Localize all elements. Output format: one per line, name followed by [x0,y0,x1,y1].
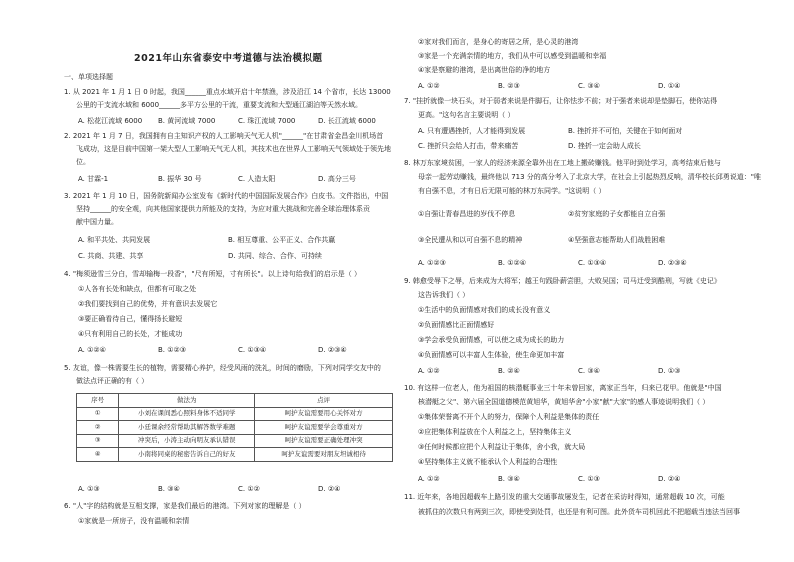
q9-item-4: ④负面情感可以丰富人生体验，使生命更加丰富 [418,351,565,359]
table-cell: ④ [77,448,119,462]
q2-line-3: 位。 [76,158,90,166]
q8-option-b[interactable]: B. ①②④ [498,259,527,267]
q3-option-b[interactable]: B. 相互尊重、公平正义、合作共赢 [228,236,336,244]
q8-item-2: ②贫穷家庭的子女都能自立自强 [568,210,666,218]
q8-option-c[interactable]: C. ①③④ [578,259,607,267]
q4-option-d[interactable]: D. ②③④ [318,346,347,354]
q11-line-2: 被抓住的次数只有两到三次，即使受到处罚，也还是有利可图。此外货车司机回此不把超载当违法当回事 [418,508,740,516]
q9-options [418,367,744,375]
q10-item-2: ②应把集体利益放在个人利益之上，坚持集体主义 [418,428,572,436]
q6-line-1: 6. "人"字的结构就是互相支撑，家是我们最后的港湾。下列对家的理解是（ ） [64,502,306,510]
table-cell: 冲突后，小涛主动向明友承认错误 [119,434,255,448]
q4-option-b[interactable]: B. ①②③ [158,346,187,354]
q10-option-d[interactable]: D. ②④ [658,475,681,483]
q8-item-4: ④坚强意志能帮助人们战胜困难 [568,236,666,244]
q2-options [78,175,393,183]
q1-line-1: 1. 从 2021 年 1 月 1 日 0 时起，我国______重点水域开启十年禁渔，涉及沿江 14 个省市，长达 13000 [64,88,391,96]
q10-option-a[interactable]: A. ①② [418,475,440,483]
q1-line-2: 公里的干支流水域和 6000______多平方公里的干流，重要支流和大型通江湖泊等天然水域。 [76,101,363,109]
q10-option-b[interactable]: B. ③④ [498,475,520,483]
q6-option-c[interactable]: C. ③④ [578,82,600,90]
table-cell: ② [77,421,119,435]
table-header-cell: 点评 [255,394,393,408]
table-cell: ③ [77,434,119,448]
table-header-cell: 做法为 [119,394,255,408]
table-cell: 呵护友谊需要正确处理冲突 [255,434,393,448]
q2-line-1: 2. 2021 年 1 月 7 日，我国拥有自主知识产权的人工影响天气无人机"______"在甘肃省金昌金川机场首 [64,132,384,140]
q10-item-4: ④坚持集体主义就不能承认个人利益的合理性 [418,458,558,466]
q9-line-1: 9. 韩愈受辱下之辱，后来成为大将军；越王句践卧薪尝胆，大败吴国；司马迁受到酷刑，写就《史记》 [404,277,721,285]
table-row [77,407,393,421]
q6-item-3: ③家是一个充满亲情的地方，我们从中可以感受到温暖和幸福 [418,52,607,60]
q3-line-2: 坚持______的安全观，向其他国家提供力所能及的支持，为应对重大挑战和完善全球治理体系贡 [76,205,370,213]
q6-option-d[interactable]: D. ①④ [658,82,681,90]
q7-option-c[interactable]: C. 挫折只会给人打击，带来痛苦 [418,142,519,150]
table-cell: ① [77,407,119,421]
table-row [77,421,393,435]
q3-option-d[interactable]: D. 共同、综合、合作、可持续 [228,252,322,260]
q1-options [78,117,393,125]
q8-option-d[interactable]: D. ②③④ [658,259,687,267]
table-cell: 呵护友谊需要对朋友坦诚相待 [255,448,393,462]
q4-option-a[interactable]: A. ①②④ [78,346,106,354]
q6-item-1: ①家就是一所房子，没有温暖和亲情 [78,517,190,525]
q1-option-d[interactable]: D. 长江流域 6000 [318,117,376,125]
q4-line-1: 4. "梅须逊雪三分白，雪却输梅一段香"，"尺有所短，寸有所长"。以上诗句给我们的启示是（ ） [64,270,362,278]
q9-item-3: ③学会承受负面情感，可以使之成为成长的助力 [418,336,565,344]
q7-line-1: 7. "挂折就像一块石头，对于弱者来说是件脚石，让你怯步不前；对于强者来说却是垫脚石，使你站得 [404,97,718,105]
q4-item-4: ④只有利用自己的长处，才能成功 [78,330,183,338]
q8-options [418,259,744,267]
q5-line-2: 做法点评正确的有（ ） [76,377,149,385]
q7-option-b[interactable]: B. 挫折并不可怕，关键在于如何面对 [568,127,683,135]
q6-item-4: ④家是察避的港湾，是出离世俗的净的地方 [418,66,551,74]
left-column [60,0,393,562]
q9-option-c[interactable]: C. ③④ [578,367,600,375]
q6-option-a[interactable]: A. ①② [418,82,440,90]
table-header-row [77,394,393,408]
q8-item-1: ①自强让青春昌进的岁伐不停息 [418,210,516,218]
q10-line-1: 10. 有这样一位老人，他为祖国的核潜艇事业三十年未曾回家，离家正当年，归来已花甲。他就是"中国 [404,384,722,392]
q8-items-row-2 [418,236,744,244]
q10-line-2: 核潜艇之父"、第六届全国道德模范黄旭华，黄旭华舍"小家"献"大家"的感人事迹说明我们（ ） [418,398,710,406]
q10-item-1: ①集体荣誉离不开个人的努力，保障个人利益是集体的责任 [418,413,600,421]
q7-options-row-1 [418,127,744,135]
q10-item-3: ③任何时候都应把个人利益让于集体，舍小我，就大局 [418,443,586,451]
q9-item-2: ②负面情感比正面情感好 [418,321,495,329]
q2-option-a[interactable]: A. 甘霖-1 [78,175,109,183]
q4-item-2: ②我们要找到自己的优势，并有意识去发展它 [78,300,218,308]
q5-option-d[interactable]: D. ②④ [318,485,341,493]
q7-options-row-2 [418,142,744,150]
table-cell: 小廷课余经常帮助其解答数学难题 [119,421,255,435]
q7-option-d[interactable]: D. 挫折一定会助人成长 [568,142,641,150]
q8-line-2: 母亲一起劳动赚钱，最终他以 713 分的高分考入了北京大学，在社会上引起热烈反响，清华校长邱勇说道："唯 [418,173,762,181]
q1-option-c[interactable]: C. 珠江流域 7000 [238,117,296,125]
q9-line-2: 这告诉我们（ ） [418,291,470,299]
q5-options [78,485,393,493]
q4-option-c[interactable]: C. ①③④ [238,346,267,354]
q7-option-a[interactable]: A. 只有遭遇挫折，人才能得到发展 [418,127,526,135]
q5-option-c[interactable]: C. ①② [238,485,260,493]
q4-item-3: ③要正确看待自己，懂得扬长避短 [78,315,183,323]
q5-option-b[interactable]: B. ③④ [158,485,180,493]
q9-option-b[interactable]: B. ②④ [498,367,520,375]
q2-option-d[interactable]: D. 高分三号 [318,175,356,183]
q9-item-1: ①生活中的负面情感对我们的成长没有意义 [418,306,551,314]
q3-options-row-1 [78,236,393,244]
q1-option-b[interactable]: B. 黄河流域 7000 [158,117,216,125]
q6-options [418,82,744,90]
q3-options-row-2 [78,252,393,260]
q5-line-1: 5. 友谊，像一株需要生长的植物，需要精心养护，经受风雨的洗礼，时间的磨励，下列对同学交友中的 [64,364,381,372]
table-row [77,448,393,462]
table-row [77,434,393,448]
q5-option-a[interactable]: A. ①③ [78,485,100,493]
table-cell: 小刘在课间悉心照料身体不适同学 [119,407,255,421]
q9-option-a[interactable]: A. ①② [418,367,440,375]
q6-item-2: ②家对我们而言，是身心的寄居之所，是心灵的港湾 [418,38,579,46]
q3-option-c[interactable]: C. 共商、共建、共享 [78,252,144,260]
q2-line-2: 飞成功，这是目前中国第一架大型人工影响天气无人机，其技术也在世界人工影响天气领域处于领先地 [76,145,391,153]
q8-items-row-1 [418,210,744,218]
q7-line-2: 更高。"这句名言主要说明（ ） [418,111,515,119]
q9-option-d[interactable]: D. ①③ [658,367,681,375]
q3-line-3: 献中国力量。 [76,218,118,226]
q3-line-1: 3. 2021 年 1 月 10 日，国务院新闻办公室发布《新时代的中国国际发展合作》白皮书。文件指出，中国 [64,192,389,200]
q2-option-c[interactable]: C. 人造太阳 [238,175,276,183]
q2-option-b[interactable]: B. 振华 30 号 [158,175,202,183]
table-cell: 呵护友谊需要学会尊重对方 [255,421,393,435]
table-cell: 呵护友谊需要用心关怀对方 [255,407,393,421]
page-title: 2021年山东省泰安中考道德与法治模拟题 [134,53,323,64]
q10-option-c[interactable]: C. ①③ [578,475,600,483]
q3-option-a[interactable]: A. 和平共处、共同发展 [78,236,151,244]
q11-line-1: 11. 近年来，各地因超载车上路引发的重大交通事故屡发生，记者在采访时得知，通常超载 10 次，可能 [404,493,725,501]
right-column [404,0,762,562]
table-cell: 小南将同桌的秘密告诉自己的好友 [119,448,255,462]
q4-item-1: ①人各有长处和缺点，但都有可取之处 [78,285,197,293]
section-heading: 一、单项选择题 [64,73,113,81]
q4-options [78,346,393,354]
q5-table [76,393,393,462]
q8-line-3: 有自强不息，才有日后无限可能的林万东同学。"这说明（ ） [418,187,606,195]
q1-option-a[interactable]: A. 松花江流域 6000 [78,117,143,125]
q10-options [418,475,744,483]
q8-line-1: 8. 林万东家境贫困，一家人的经济来源全靠外出在工地上搬砖赚钱。他平时到处学习，高考结束后他与 [404,159,721,167]
q6-option-b[interactable]: B. ②③ [498,82,520,90]
q8-item-3: ③全民遭从和以可自强不息的精神 [418,236,523,244]
table-header-cell: 序号 [77,394,119,408]
q8-option-a[interactable]: A. ①②③ [418,259,446,267]
